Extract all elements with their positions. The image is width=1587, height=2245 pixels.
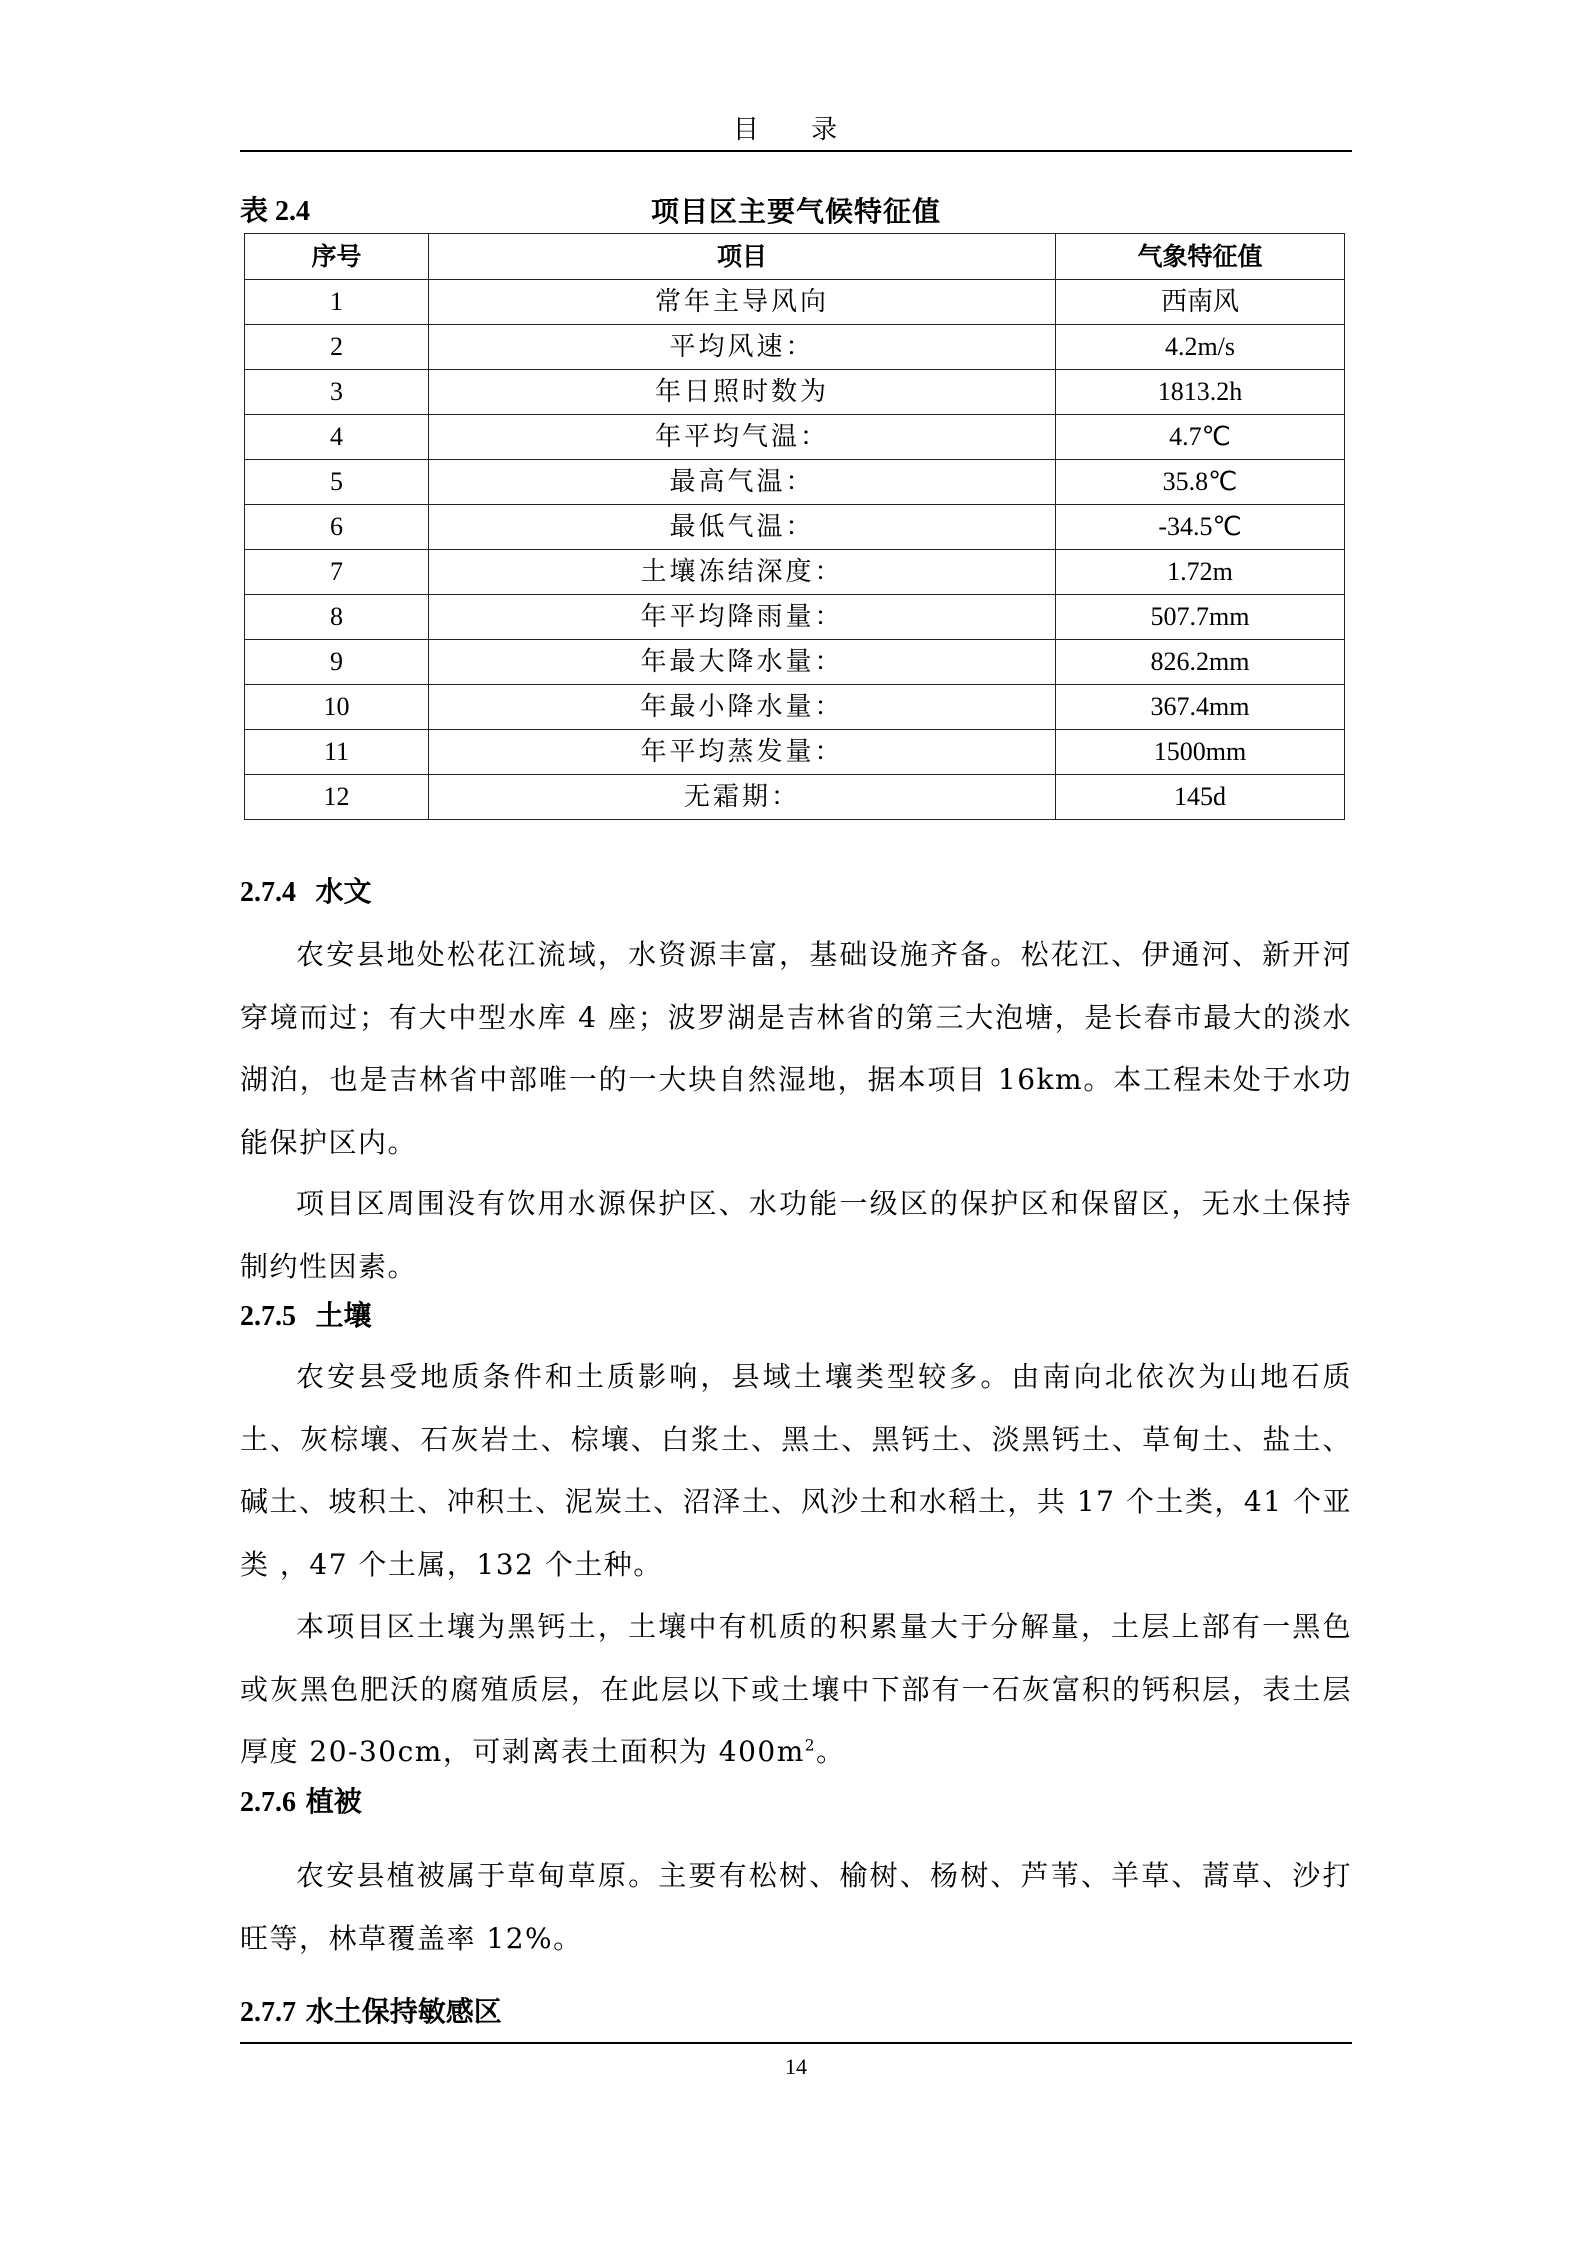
section-heading-soil [240, 1296, 372, 1337]
table-caption-title: 项目区主要气候特征值 [650, 195, 941, 228]
paragraph-soil-1: 农安县受地质条件和土质影响，县域土壤类型较多。由南向北依次为山地石质土、灰棕壤、石灰岩土、棕壤、白浆土、黑土、黑钙土、淡黑钙土、草甸土、盐土、碱土、坡积土、冲积土、泥炭土、沼泽土、风沙土和水稻土，共 17 个土类，41 个亚类 ，47 个土属，132 个土种。 [240, 1360, 1352, 1581]
row-index-cell: 1 [245, 280, 429, 325]
table-row [245, 280, 1345, 325]
section-number: 2.7.6 [240, 1787, 296, 1818]
row-index-cell: 2 [245, 325, 429, 370]
row-index-cell: 12 [245, 775, 429, 820]
table-row [245, 325, 1345, 370]
section-title: 植被 [305, 1785, 362, 1818]
row-value-cell: 1500mm [1056, 730, 1345, 775]
column-header-index: 序号 [245, 234, 429, 280]
row-value-cell: 4.2m/s [1056, 325, 1345, 370]
row-value-cell: 35.8℃ [1056, 460, 1345, 505]
row-value-cell: -34.5℃ [1056, 505, 1345, 550]
paragraph-soil-2-suffix: 。 [816, 1735, 846, 1768]
row-item-cell: 平均风速： [429, 325, 1056, 370]
row-value-cell: 507.7mm [1056, 595, 1345, 640]
row-item-cell: 无霜期： [429, 775, 1056, 820]
row-index-cell: 9 [245, 640, 429, 685]
row-value-cell: 367.4mm [1056, 685, 1345, 730]
row-item-cell: 年最大降水量： [429, 640, 1056, 685]
row-index-cell: 4 [245, 415, 429, 460]
section-number: 2.7.7 [240, 1997, 296, 2028]
paragraph-hydrology-1: 农安县地处松花江流域，水资源丰富，基础设施齐备。松花江、伊通河、新开河穿境而过；有大中型水库 4 座；波罗湖是吉林省的第三大泡塘，是长春市最大的淡水湖泊，也是吉林省中部唯一的一大块自然湿地，据本项目 16km。本工程未处于水功能保护区内。 [240, 938, 1352, 1159]
row-item-cell: 年平均蒸发量： [429, 730, 1056, 775]
table-row [245, 505, 1345, 550]
table-header-row [245, 234, 1345, 280]
paragraph-vegetation-1: 农安县植被属于草甸草原。主要有松树、榆树、杨树、芦苇、羊草、蒿草、沙打旺等，林草覆盖率 12%。 [240, 1859, 1352, 1955]
section-heading-hydrology [240, 872, 372, 913]
row-value-cell: 1813.2h [1056, 370, 1345, 415]
paragraph-soil-2-text: 本项目区土壤为黑钙土，土壤中有机质的积累量大于分解量，土层上部有一黑色或灰黑色肥沃的腐殖质层，在此层以下或土壤中下部有一石灰富积的钙积层，表土层厚度 20-30cm，可剥离表土面积为 400m [240, 1610, 1352, 1768]
section-title: 土壤 [315, 1299, 372, 1332]
superscript: 2 [804, 1736, 817, 1755]
row-item-cell: 常年主导风向 [429, 280, 1056, 325]
page-number: 14 [785, 2054, 807, 2079]
table-row [245, 730, 1345, 775]
row-value-cell: 西南风 [1056, 280, 1345, 325]
column-header-item: 项目 [429, 234, 1056, 280]
running-header: 目 录 [732, 115, 860, 145]
row-item-cell: 年日照时数为 [429, 370, 1056, 415]
section-title: 水土保持敏感区 [305, 1995, 502, 2028]
paragraph-hydrology-2: 项目区周围没有饮用水源保护区、水功能一级区的保护区和保留区，无水土保持制约性因素。 [240, 1187, 1352, 1283]
table-caption-number: 表 2.4 [240, 196, 311, 227]
table-row [245, 775, 1345, 820]
row-item-cell: 年平均气温： [429, 415, 1056, 460]
row-item-cell: 最低气温： [429, 505, 1056, 550]
row-index-cell: 7 [245, 550, 429, 595]
header-rule [240, 150, 1352, 152]
row-value-cell: 145d [1056, 775, 1345, 820]
row-item-cell: 年平均降雨量： [429, 595, 1056, 640]
row-item-cell: 土壤冻结深度： [429, 550, 1056, 595]
section-heading-sensitive [240, 1992, 502, 2033]
section-number: 2.7.5 [240, 1301, 296, 1332]
row-index-cell: 5 [245, 460, 429, 505]
table-row [245, 550, 1345, 595]
row-value-cell: 826.2mm [1056, 640, 1345, 685]
table-row [245, 460, 1345, 505]
section-number: 2.7.4 [240, 877, 296, 908]
row-value-cell: 1.72m [1056, 550, 1345, 595]
section-title: 水文 [315, 875, 372, 908]
row-index-cell: 8 [245, 595, 429, 640]
row-item-cell: 最高气温： [429, 460, 1056, 505]
table-caption [240, 192, 1352, 232]
table-row [245, 415, 1345, 460]
row-item-cell: 年最小降水量： [429, 685, 1056, 730]
table-row [245, 685, 1345, 730]
footer-rule [240, 2042, 1352, 2044]
table-row [245, 370, 1345, 415]
row-index-cell: 3 [245, 370, 429, 415]
row-index-cell: 6 [245, 505, 429, 550]
climate-table [244, 233, 1345, 820]
paragraph-soil-2 [240, 1596, 1352, 1784]
column-header-value: 气象特征值 [1056, 234, 1345, 280]
row-value-cell: 4.7℃ [1056, 415, 1345, 460]
row-index-cell: 10 [245, 685, 429, 730]
section-heading-vegetation [240, 1782, 362, 1823]
table-row [245, 640, 1345, 685]
table-row [245, 595, 1345, 640]
row-index-cell: 11 [245, 730, 429, 775]
